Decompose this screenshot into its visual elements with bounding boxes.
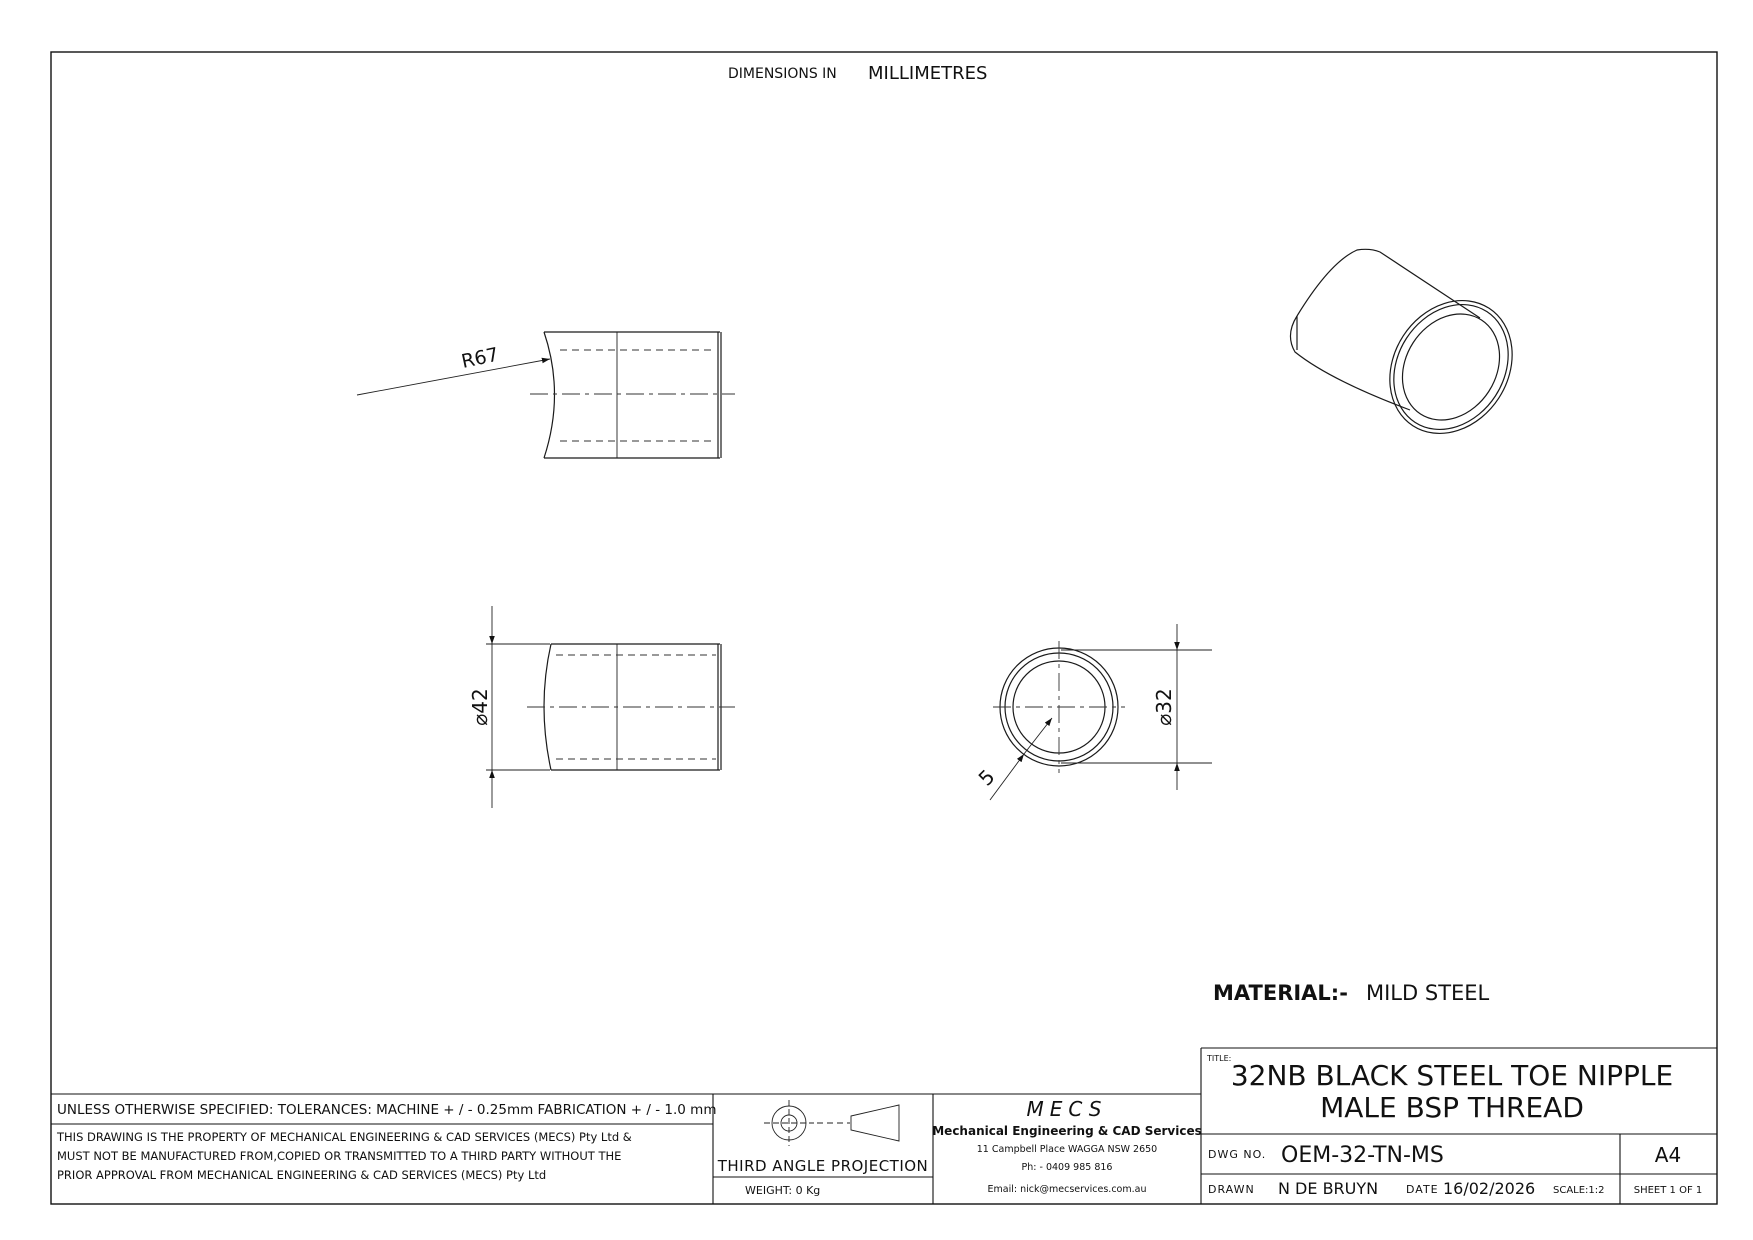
dwg-no-label: DWG NO. [1208, 1148, 1267, 1161]
drawing-date: 16/02/2026 [1443, 1179, 1536, 1198]
property-notice-line: PRIOR APPROVAL FROM MECHANICAL ENGINEERING & CAD SERVICES (MECS) Pty Ltd [57, 1168, 547, 1182]
drawn-by: N DE BRUYN [1278, 1179, 1379, 1198]
property-notice-line: MUST NOT BE MANUFACTURED FROM,COPIED OR TRANSMITTED TO A THIRD PARTY WITHOUT THE [57, 1149, 622, 1163]
company-phone: Ph: - 0409 985 816 [1021, 1162, 1113, 1173]
projection-label: THIRD ANGLE PROJECTION [717, 1157, 929, 1175]
title-block [51, 1048, 1717, 1204]
drawing-title-line2: MALE BSP THREAD [1320, 1091, 1584, 1124]
wall-dimension: 5 [973, 764, 1000, 791]
units-label: MILLIMETRES [868, 63, 988, 84]
material-value: MILD STEEL [1366, 981, 1490, 1005]
sheet-size: A4 [1654, 1143, 1682, 1167]
border-frame [51, 52, 1717, 1204]
drawing-title-line1: 32NB BLACK STEEL TOE NIPPLE [1230, 1059, 1674, 1092]
property-notice-line: THIS DRAWING IS THE PROPERTY OF MECHANICAL ENGINEERING & CAD SERVICES (MECS) Pty Ltd & [57, 1130, 632, 1144]
company-email: Email: nick@mecservices.com.au [987, 1184, 1147, 1195]
title-label: TITLE: [1207, 1054, 1232, 1063]
company-address: 11 Campbell Place WAGGA NSW 2650 [976, 1144, 1158, 1155]
inner-diameter-dimension: ⌀32 [1152, 688, 1176, 726]
third-angle-projection-icon [764, 1100, 899, 1146]
cope-curve [544, 644, 551, 770]
radius-leader [357, 359, 550, 395]
material-label: MATERIAL:- [1213, 981, 1348, 1005]
cope-curve [544, 332, 555, 458]
dimensions-label: DIMENSIONS IN [728, 66, 837, 82]
sheet-number: SHEET 1 OF 1 [1633, 1185, 1703, 1196]
radius-dimension: R67 [459, 343, 501, 373]
company-name: Mechanical Engineering & CAD Services [932, 1124, 1202, 1138]
company-logo: MECS [1026, 1097, 1108, 1121]
diameter-dimension: ⌀42 [468, 688, 492, 726]
side-view [357, 332, 735, 458]
end-view [974, 624, 1212, 800]
front-view [468, 606, 735, 808]
drawn-label: DRAWN [1208, 1183, 1255, 1196]
scale-label: SCALE:1:2 [1553, 1185, 1605, 1196]
weight-label: WEIGHT: 0 Kg [745, 1184, 821, 1197]
date-label: DATE [1406, 1183, 1439, 1196]
tolerance-note: UNLESS OTHERWISE SPECIFIED: TOLERANCES: MACHINE + / - 0.25mm FABRICATION + / - 1.0 mm [57, 1102, 717, 1118]
isometric-view [1290, 249, 1536, 456]
dwg-no: OEM-32-TN-MS [1281, 1143, 1444, 1168]
